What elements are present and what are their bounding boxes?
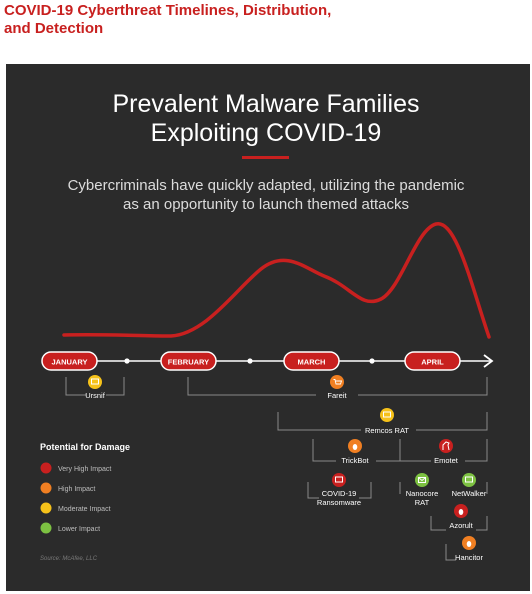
month-february bbox=[161, 352, 216, 370]
malware-azorult bbox=[449, 504, 473, 530]
infographic-title-line1: Prevalent Malware Families bbox=[112, 90, 420, 118]
month-label: APRIL bbox=[421, 357, 444, 367]
page-title bbox=[4, 2, 364, 38]
source-note: Source: McAfee, LLC bbox=[40, 556, 98, 562]
malware-covid19-ransomware bbox=[317, 473, 361, 507]
malware-label-line2: Ransomware bbox=[316, 498, 362, 507]
legend-swatch bbox=[41, 523, 52, 534]
legend-label: High Impact bbox=[58, 486, 96, 493]
legend-swatch bbox=[41, 463, 52, 474]
timeline-tick bbox=[369, 358, 374, 363]
legend-label: Very High Impact bbox=[58, 466, 112, 473]
malware-brackets bbox=[66, 377, 487, 560]
malware-label-line1: COVID-19 bbox=[321, 489, 357, 498]
malware-label: Fareit bbox=[327, 391, 347, 400]
malware-label-line1: Nanocore bbox=[405, 489, 439, 498]
page-title-line1: COVID-19 Cyberthreat Timelines, Distribution, bbox=[4, 2, 332, 19]
legend-swatch bbox=[41, 483, 52, 494]
malware-emotet bbox=[434, 439, 459, 465]
malware-fareit bbox=[327, 375, 347, 400]
malware-nanocore-rat bbox=[406, 473, 439, 507]
legend-item-very-high bbox=[41, 463, 112, 474]
malware-netwalker bbox=[452, 473, 487, 498]
malware-remcos-rat bbox=[365, 408, 409, 435]
legend-item-high bbox=[41, 483, 96, 494]
activity-trend-curve bbox=[64, 224, 489, 337]
timeline-tick bbox=[124, 358, 129, 363]
month-label: FEBRUARY bbox=[167, 357, 210, 367]
legend-label: Moderate Impact bbox=[58, 506, 111, 513]
malware-label: Emotet bbox=[434, 456, 458, 465]
malware-label: TrickBot bbox=[341, 456, 369, 465]
timeline-tick bbox=[247, 358, 252, 363]
malware-trickbot bbox=[341, 439, 369, 465]
malware-label: Ursnif bbox=[85, 391, 105, 400]
malware-label-line2: RAT bbox=[414, 498, 430, 507]
laptop-icon bbox=[88, 375, 102, 389]
month-label: MARCH bbox=[297, 357, 326, 367]
infographic-panel bbox=[6, 64, 530, 591]
month-april bbox=[405, 352, 460, 370]
malware-label: Hancitor bbox=[455, 553, 483, 562]
damage-legend bbox=[40, 442, 130, 534]
subtitle-line2: as an opportunity to launch themed attacks bbox=[122, 196, 410, 213]
legend-label: Lower Impact bbox=[58, 526, 101, 533]
month-march bbox=[284, 352, 339, 370]
subtitle-line1: Cybercriminals have quickly adapted, utilizing the pandemic bbox=[67, 177, 465, 194]
infographic-svg bbox=[6, 64, 530, 591]
lock-screen-icon bbox=[332, 473, 346, 487]
legend-item-moderate bbox=[41, 503, 111, 514]
month-january bbox=[42, 352, 97, 370]
horse-icon bbox=[439, 439, 453, 453]
month-label: JANUARY bbox=[51, 357, 88, 367]
title-underline bbox=[242, 156, 289, 159]
malware-label: Azorult bbox=[449, 521, 473, 530]
malware-hancitor bbox=[455, 536, 483, 562]
cart-icon bbox=[330, 375, 344, 389]
remote-icon bbox=[380, 408, 394, 422]
legend-title: Potential for Damage bbox=[40, 442, 131, 452]
malware-label: NetWalker bbox=[451, 489, 487, 498]
page-title-line2: and Detection bbox=[4, 20, 104, 37]
legend-swatch bbox=[41, 503, 52, 514]
legend-item-lower bbox=[41, 523, 101, 534]
monitor-icon bbox=[462, 473, 476, 487]
malware-ursnif bbox=[85, 375, 106, 400]
infographic-title-line2: Exploiting COVID-19 bbox=[150, 119, 382, 147]
malware-label: Remcos RAT bbox=[364, 426, 410, 435]
